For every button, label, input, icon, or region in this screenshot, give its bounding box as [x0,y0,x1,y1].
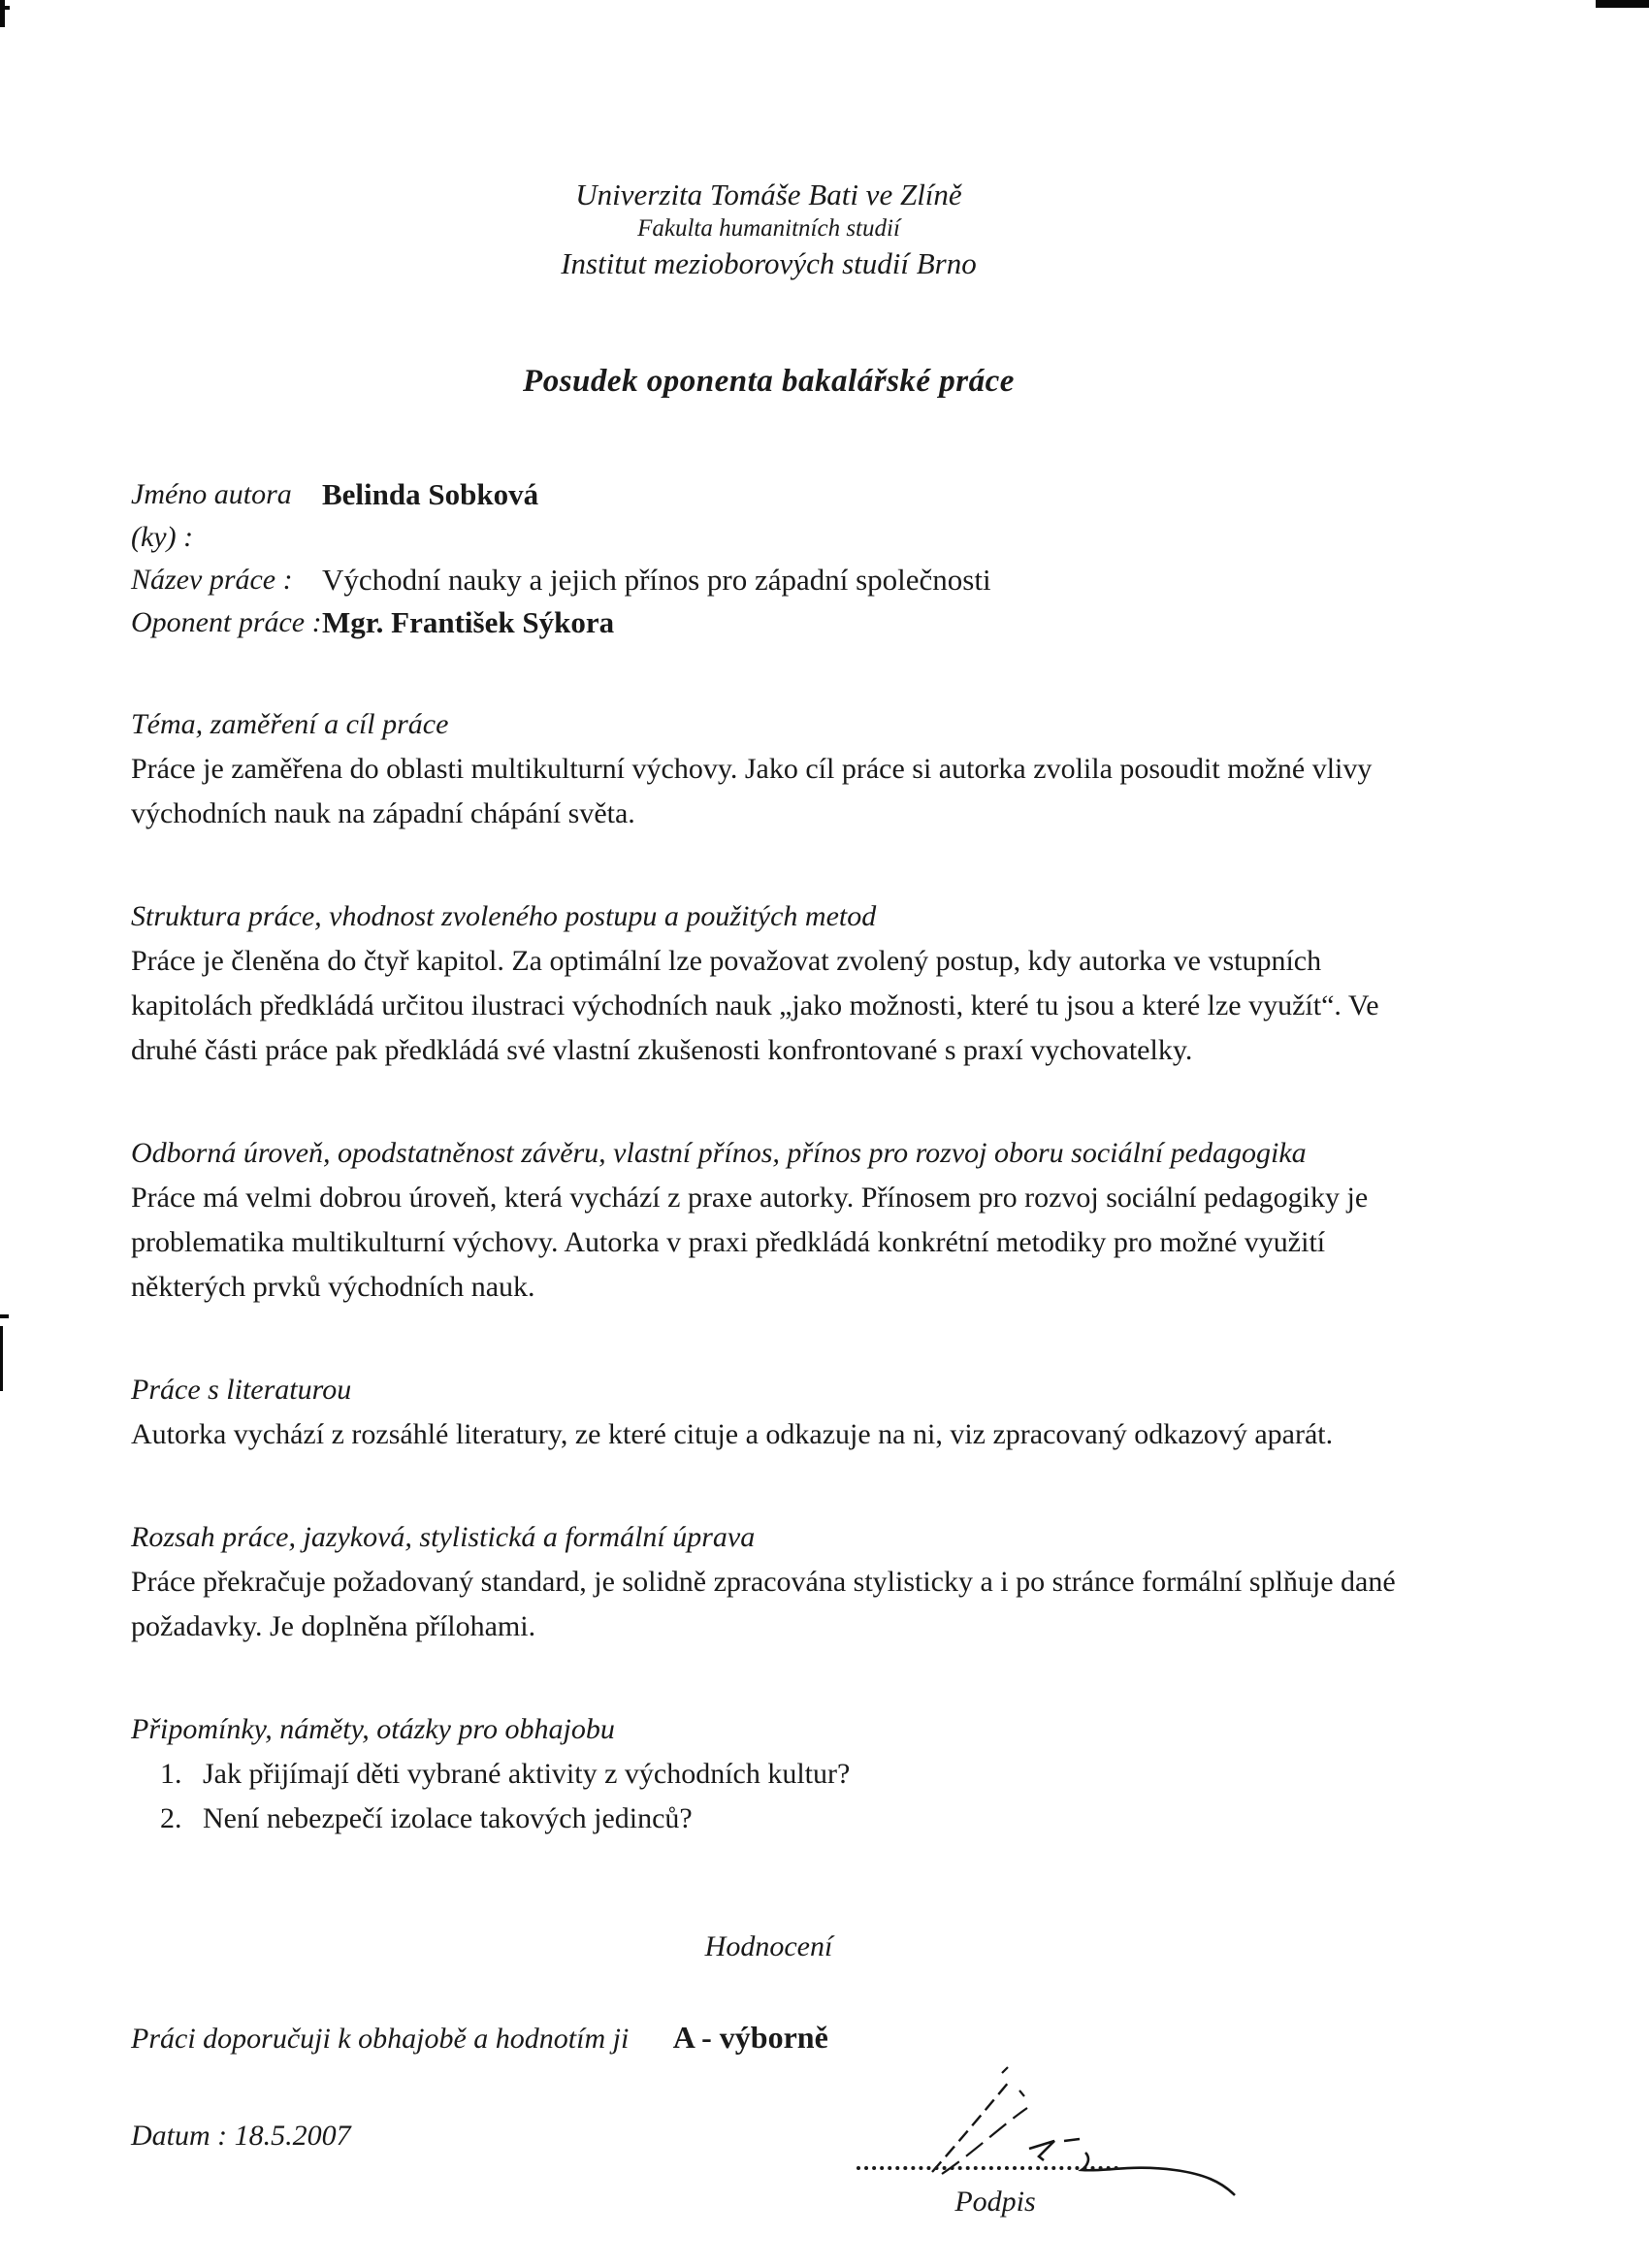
defense-questions-list [172,1752,1406,1841]
section-professional-level [131,1131,1406,1310]
section-heading: Struktura práce, vhodnost zvoleného postupu a použitých metod [131,900,877,932]
scan-artifact-top-left-notch [0,6,10,10]
section-structure-methods [131,894,1406,1073]
section-body: Práce má velmi dobrou úroveň, která vychází z praxe autorky. Přínosem pro rozvoj sociální pedagogiky je problematika multikulturní výchovy. Autorka v praxi předkládá konkrétní metodiky pro možné využití některých prvků východních nauk. [131,1182,1369,1303]
closing-block [131,2120,1406,2268]
signature-label: Podpis [954,2186,1036,2218]
defense-question: 1. Jak přijímají děti vybrané aktivity z východních kultur? [189,1752,1406,1797]
signature-block [857,2063,1245,2267]
scan-artifact-top-right-bar [1596,0,1649,8]
opponent-value: Mgr. František Sýkora [322,605,615,639]
scan-artifact-left-line [0,1326,3,1391]
thesis-title-value: Východní nauky a jejich přínos pro západní společnosti [322,563,991,597]
section-heading: Připomínky, náměty, otázky pro obhajobu [131,1713,615,1745]
defense-question: 2. Není nebezpečí izolace takových jedinců? [189,1797,1406,1841]
section-body: Práce je zaměřena do oblasti multikulturní výchovy. Jako cíl práce si autorka zvolila posoudit možné vlivy východních nauk na západní chápání světa. [131,753,1373,829]
date-label: Datum : 18.5.2007 [131,2120,351,2152]
scan-artifact-top-left [0,0,5,27]
grade-value: A - výborně [672,2020,828,2055]
section-body: Práce překračuje požadovaný standard, je solidně zpracována stylisticky a i po stránce formální splňuje dané požadavky. Je doplněna přílohami. [131,1566,1396,1642]
section-topic-aim [131,702,1406,836]
thesis-title-label: Název práce : [131,564,293,596]
faculty-name: Fakulta humanitních studií [637,215,900,242]
recommendation-label: Práci doporučuji k obhajobě a hodnotím ji [131,2023,630,2055]
meta-row-author [131,473,1406,559]
section-literature [131,1368,1406,1457]
university-name: Univerzita Tomáše Bati ve Zlíně [575,178,962,211]
letterhead [131,177,1406,282]
section-heading: Rozsah práce, jazyková, stylistická a formální úprava [131,1521,756,1553]
section-remarks-questions [131,1707,1406,1841]
evaluation-heading: Hodnocení [704,1930,833,1962]
section-heading: Odborná úroveň, opodstatněnost závěru, vlastní přínos, přínos pro rozvoj oboru sociální pedagogika [131,1137,1307,1169]
thesis-meta [131,473,1406,644]
signature-dotted-line [857,2166,1118,2170]
recommendation-line [131,2020,1406,2056]
author-label: Jméno autora (ky) : [131,478,292,553]
section-body: Autorka vychází z rozsáhlé literatury, ze které cituje a odkazuje na ni, viz zpracovaný odkazový aparát. [131,1418,1334,1450]
section-heading: Práce s literaturou [131,1374,352,1406]
scan-artifact-left-dash [0,1314,9,1318]
institute-name: Institut mezioborových studií Brno [561,246,977,280]
opponent-label: Oponent práce : [131,606,322,638]
section-heading: Téma, zaměření a cíl práce [131,708,449,740]
meta-row-opponent [131,601,1406,644]
meta-row-thesis-title [131,559,1406,601]
author-value: Belinda Sobková [322,477,539,511]
section-body: Práce je členěna do čtyř kapitol. Za optimální lze považovat zvolený postup, kdy autorka ve vstupních kapitolách předkládá určitou ilustraci východních nauk „jako možnosti, které tu jsou a které lze využít“. Ve druhé části práce pak předkládá své vlastní zkušenosti konfrontované s praxí vychovatelky. [131,945,1379,1066]
document-title: Posudek oponenta bakalářské práce [523,364,1015,399]
section-scope-formal [131,1515,1406,1649]
